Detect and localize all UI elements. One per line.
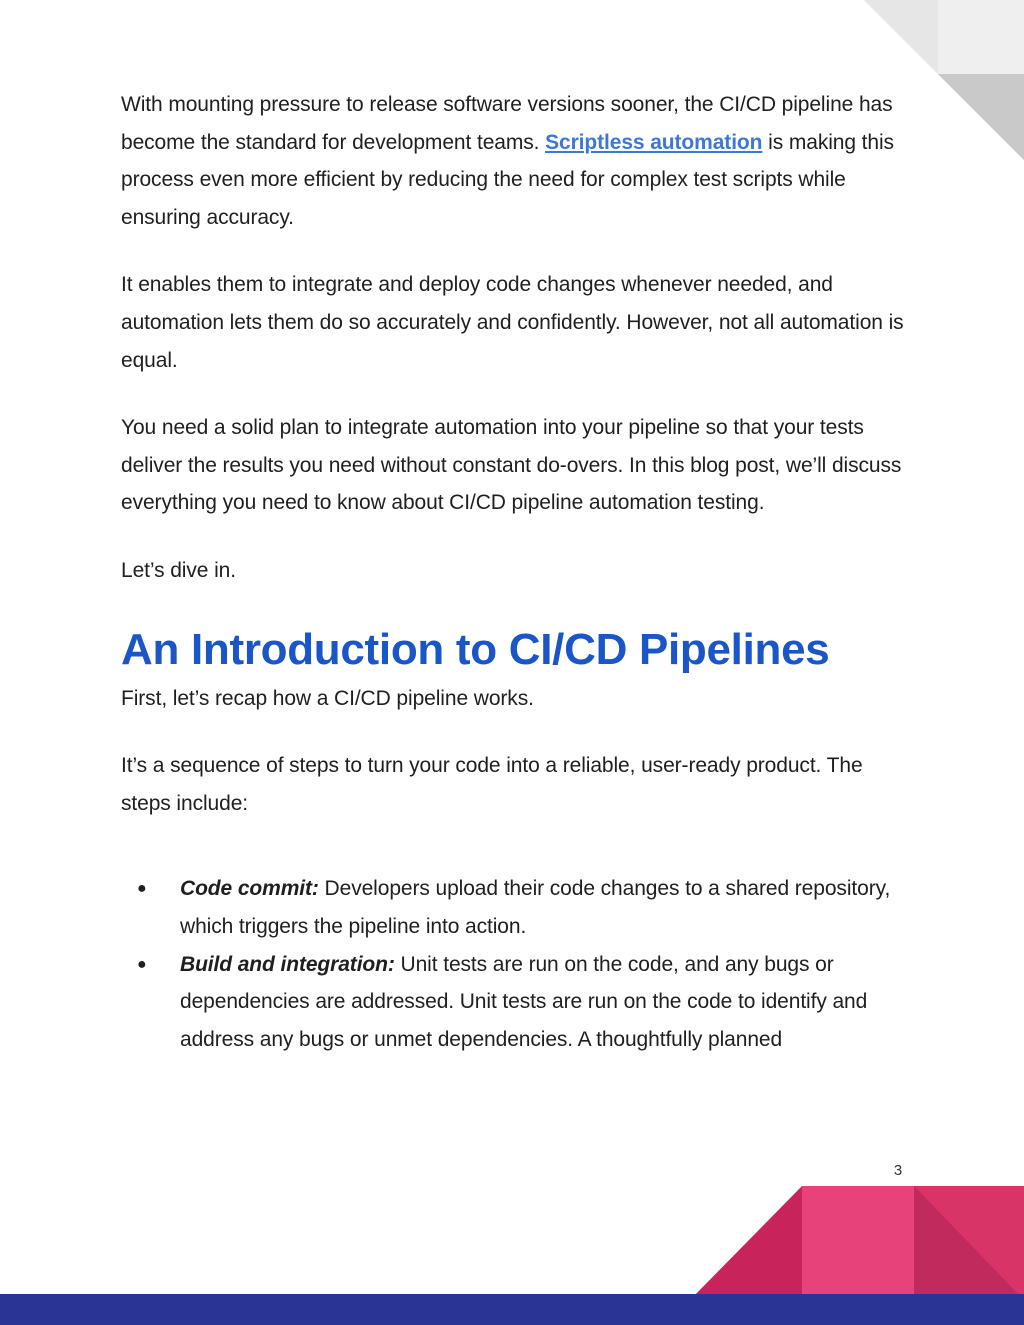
corner-square <box>938 0 1024 74</box>
intro-text-before-link: With mounting pressure to release software versions sooner, the CI/CD pipeline has become the standard for development teams. <box>121 93 893 154</box>
section-heading: An Introduction to CI/CD Pipelines <box>121 624 830 674</box>
bottom-right-corner-decoration <box>690 1180 1024 1300</box>
recap-paragraph: First, let’s recap how a CI/CD pipeline works. <box>121 686 534 710</box>
bullet-icon: ● <box>137 880 147 898</box>
step-description: Unit tests are run on the code, and any bugs or dependencies are addressed. Unit tests are run on the code to identify and address any bugs or unmet dependencies. A thoughtfully planned <box>180 952 868 1051</box>
bullet-icon: ● <box>137 955 147 973</box>
corner-fold-front <box>864 0 938 74</box>
intro-paragraph <box>121 86 906 236</box>
intro-text-after-link: is making this process even more efficient by reducing the need for complex test scripts while ensuring accuracy. <box>121 130 894 229</box>
sequence-paragraph: It’s a sequence of steps to turn your code into a reliable, user-ready product. The steps include: <box>121 754 863 815</box>
plan-paragraph: You need a solid plan to integrate automation into your pipeline so that your tests deliver the results you need without constant do-overs. In this blog post, we’ll discuss everything you need to know about CI/CD pipeline automation testing. <box>121 416 902 515</box>
corner-pink-block <box>802 1186 914 1300</box>
corner-fold-shadow <box>938 74 1024 160</box>
automation-paragraph: It enables them to integrate and deploy code changes whenever needed, and automation lets them do so accurately and confidently. However, not all automation is equal. <box>121 273 904 372</box>
page-number: 3 <box>893 1162 903 1179</box>
list-item <box>121 870 906 945</box>
step-term: Build and integration: <box>180 952 395 976</box>
footer-bar <box>0 1294 1024 1325</box>
list-item <box>121 946 906 1059</box>
step-term: Code commit: <box>180 877 319 901</box>
document-body <box>121 86 906 1058</box>
dive-in-paragraph: Let’s dive in. <box>121 558 236 582</box>
corner-pink-triangle <box>690 1186 802 1300</box>
steps-list <box>121 870 906 1058</box>
step-description: Developers upload their code changes to a shared repository, which triggers the pipeline into action. <box>180 877 891 938</box>
scriptless-automation-link[interactable]: Scriptless automation <box>545 130 763 154</box>
